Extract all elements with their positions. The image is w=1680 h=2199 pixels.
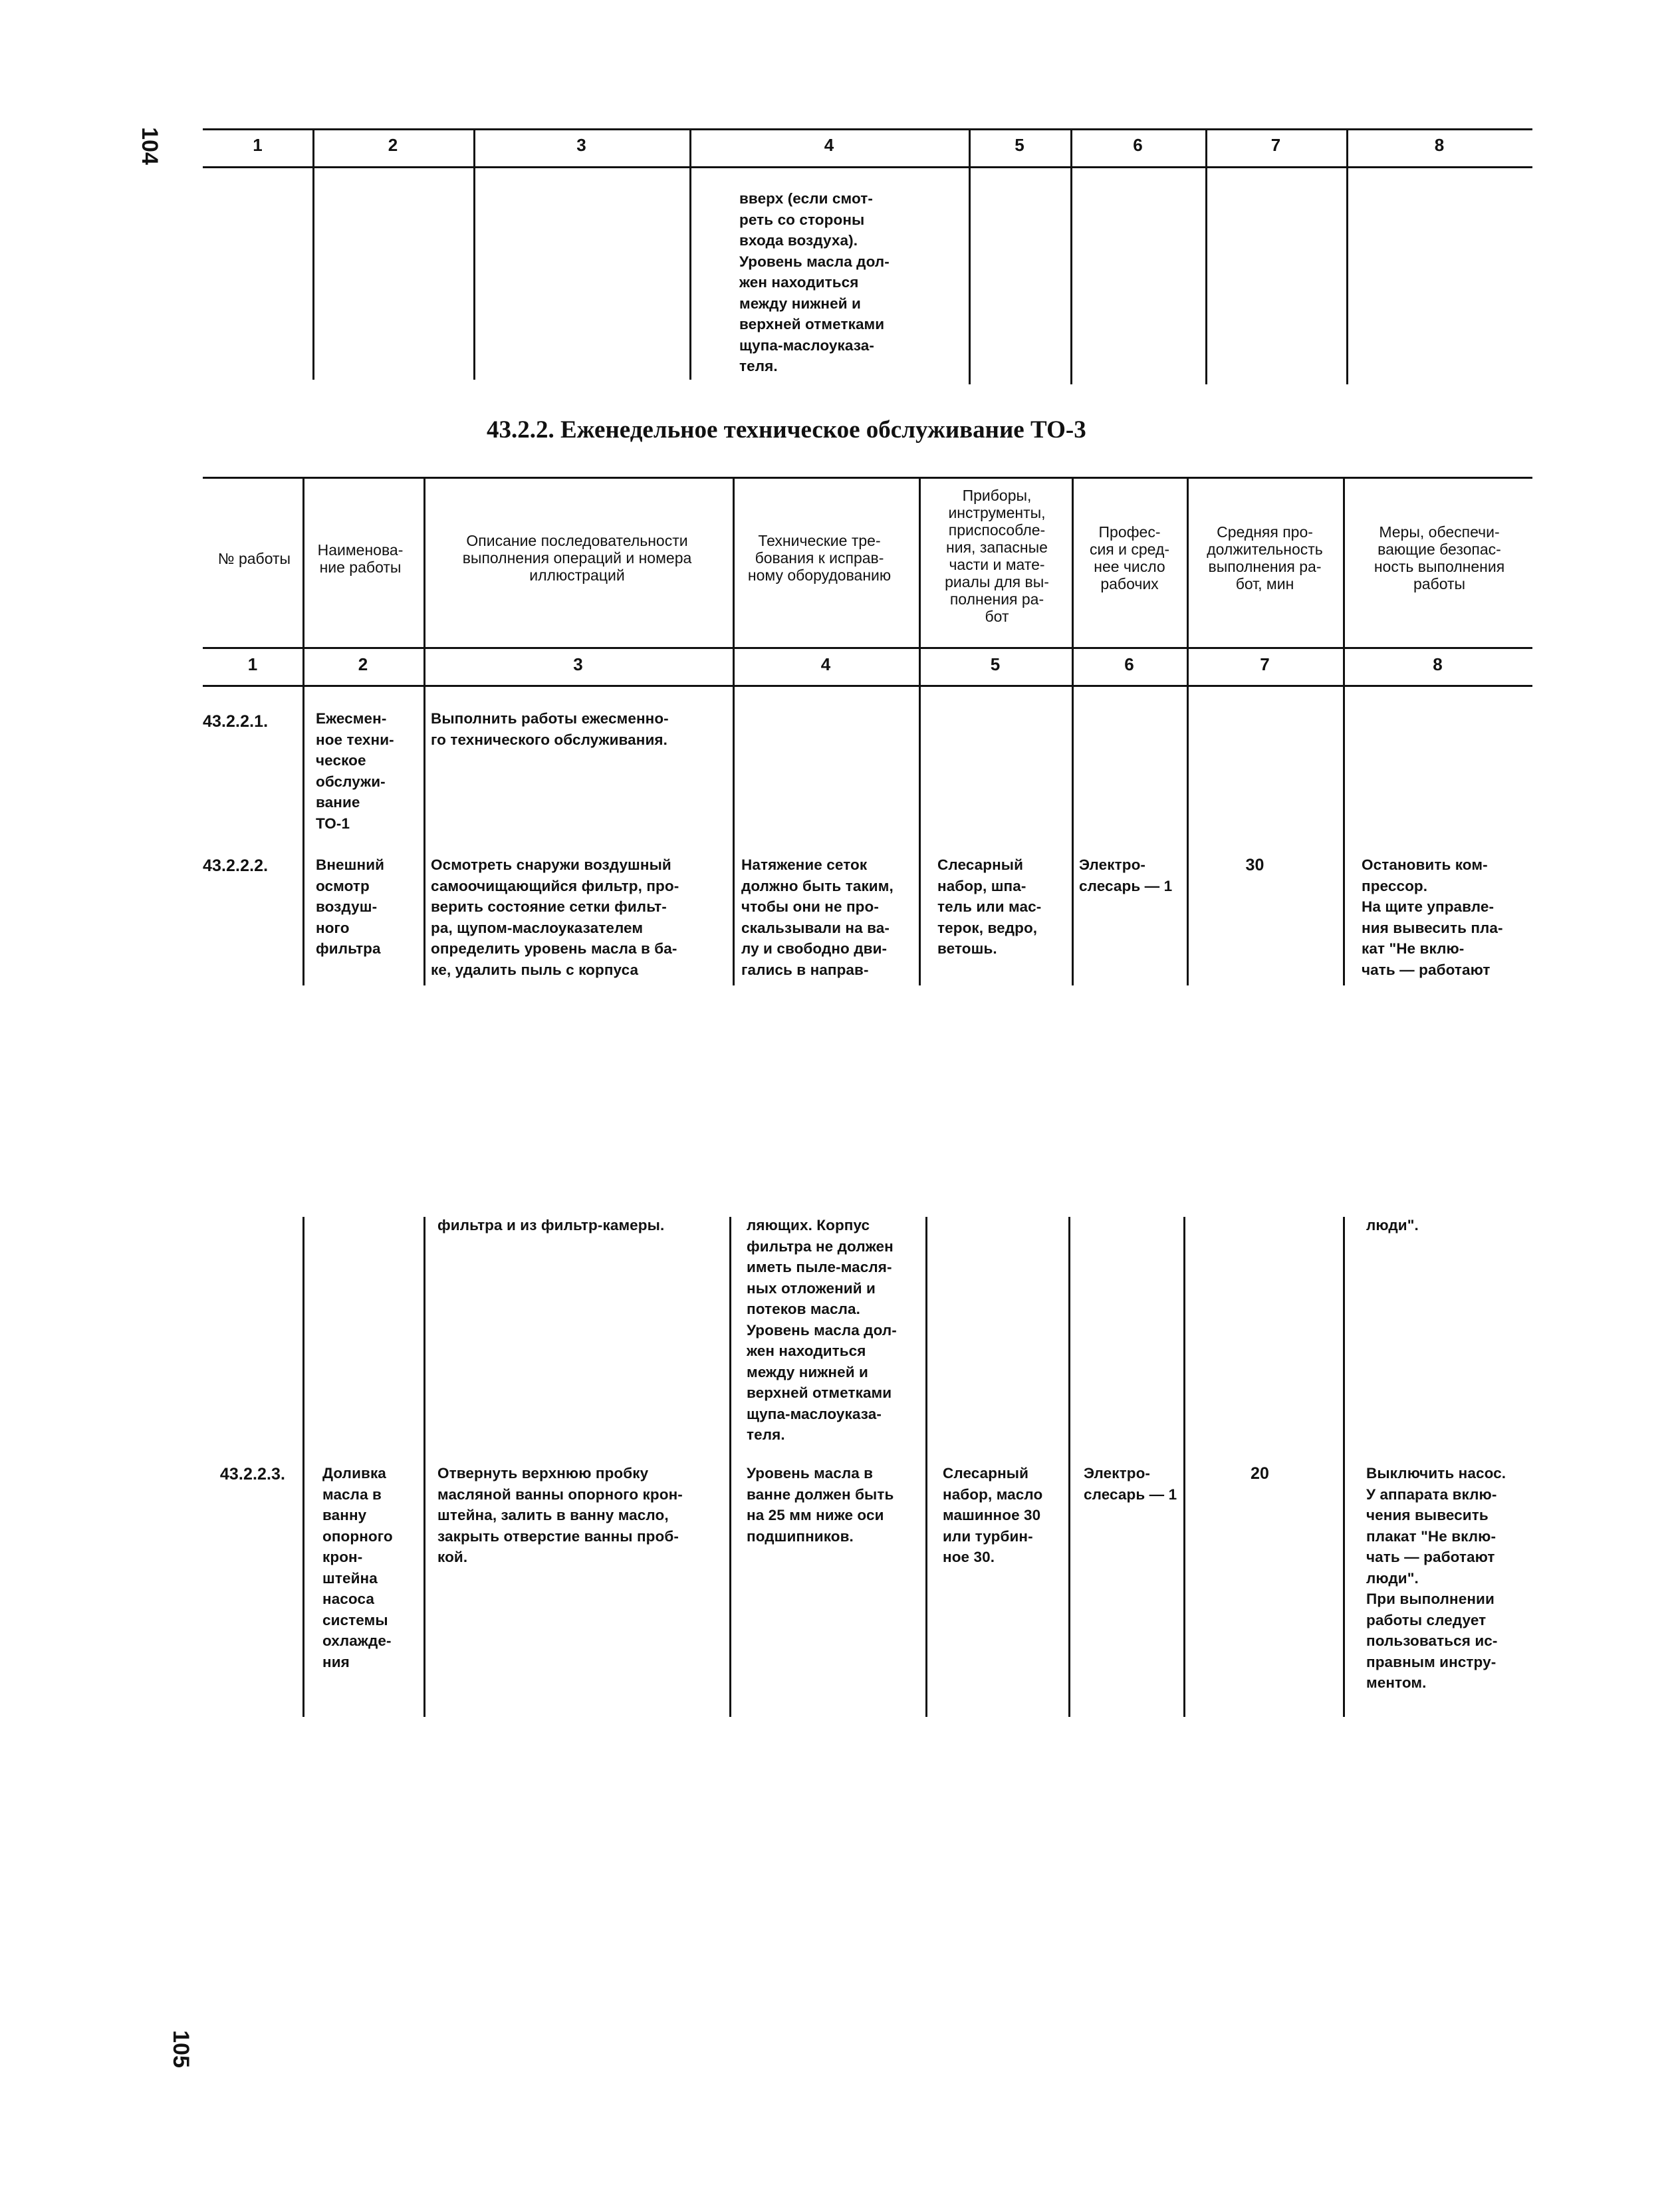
col-rule [1205,128,1207,384]
col-rule [1187,477,1189,985]
col-rule [302,1217,304,1717]
col-number-2: 2 [358,654,368,674]
continuation-safety: люди". [1366,1217,1419,1233]
header-duration: Средняя про- должительность выполнения ра- бот, мин [1207,523,1323,592]
row-number: 43.2.2.2. [203,856,269,875]
row-work-name: Внешний осмотр воздуш- ного фильтра [316,856,385,957]
col-number-7: 7 [1270,135,1281,155]
row-number: 43.2.2.1. [203,712,269,731]
table-top-rule [203,128,1532,130]
col-number-5: 5 [1015,135,1024,155]
col-number-4: 4 [824,135,834,155]
row-safety: Остановить ком- прессор. На щите управле- ния вывесить пла- кат "Не вклю- чать — работают [1362,856,1503,978]
row-number: 43.2.2.3. [219,1465,286,1484]
col-rule [689,128,691,380]
row-duration: 20 [1250,1464,1269,1483]
col-rule [1343,1217,1345,1717]
col-number-5: 5 [990,654,1001,674]
col-number-3: 3 [573,654,583,674]
page-number-bottom: 105 [168,2030,193,2068]
row-description: Осмотреть снаружи воздушный самоочищающийся фильтр, про- верить состояние сетки фильт- ра, щупом-маслоуказателем определить уровень масла в ба- ке, удалить пыль с корпуса [431,856,679,978]
col-rule [312,128,314,380]
row-work-name: Доливка масла в ванну опорного крон- штейна насоса системы охлажде- ния [322,1465,393,1670]
row-requirements: Уровень масла в ванне должен быть на 25 мм ниже оси подшипников. [747,1465,894,1545]
col-rule [1346,128,1348,384]
col-rule [423,477,425,985]
col-rule [733,477,735,985]
header-requirements: Технические тре- бования к исправ- ному оборудованию [747,532,892,584]
header-tools: Приборы, инструменты, приспособле- ния, запасные части и мате- риалы для вы- полнения ра- бот [945,487,1049,625]
col-number-4: 4 [820,654,831,674]
col-rule [1343,477,1345,985]
continuation-requirements: ляющих. Корпус фильтра не должен иметь пыле-масля- ных отложений и потеков масла. Уровень масла дол- жен находиться между нижней и верхней отметками щупа-маслоуказа- теля. [747,1217,897,1443]
table-colnum-rule [203,685,1532,687]
header-work-name: Наименова- ние работы [317,541,404,576]
row-requirements: Натяжение сеток должно быть таким, чтобы они не про- скальзывали на ва- лу и свободно дви- гались в направ- [741,856,894,978]
header-work-number: № работы [217,550,291,567]
row-description: Отвернуть верхнюю пробку масляной ванны опорного крон- штейна, залить в ванну масло, закрыть отверстие ванны проб- кой. [437,1465,683,1565]
col-number-2: 2 [388,135,398,155]
table-top-rule [203,477,1532,479]
section-title: 43.2.2. Еженедельное техническое обслуживание ТО-3 [487,416,1086,444]
continuation-description: фильтра и из фильтр-камеры. [437,1217,665,1233]
header-description: Описание последовательности выполнения операций и номера иллюстраций [462,532,692,584]
header-profession: Профес- сия и сред- нее число рабочих [1089,523,1170,592]
col-number-1: 1 [253,135,263,155]
col-rule [1070,128,1072,384]
row-profession: Электро- слесарь — 1 [1084,1465,1177,1503]
row-tools: Слесарный набор, масло машинное 30 или турбин- ное 30. [943,1465,1043,1565]
col-number-6: 6 [1124,654,1134,674]
col-number-8: 8 [1433,654,1443,674]
col-number-8: 8 [1434,135,1445,155]
header-safety: Меры, обеспечи- вающие безопас- ность выполнения работы [1374,523,1505,592]
continuation-col4-text: вверх (если смот- реть со стороны входа воздуха). Уровень масла дол- жен находиться между нижней и верхней отметками щупа-маслоуказа- теля. [739,190,890,374]
col-number-1: 1 [247,654,258,674]
row-work-name: Ежесмен- ное техни- ческое обслужи- вание ТО-1 [316,710,394,832]
row-description: Выполнить работы ежесменно- го технического обслуживания. [431,710,669,748]
table-header-rule [203,166,1532,168]
col-number-3: 3 [576,135,586,155]
row-duration: 30 [1245,856,1264,874]
col-rule [1072,477,1074,985]
table-header-rule [203,647,1532,649]
col-rule [302,477,304,985]
col-number-7: 7 [1260,654,1270,674]
col-number-6: 6 [1133,135,1143,155]
row-safety: Выключить насос. У аппарата вклю- чения вывесить плакат "Не вклю- чать — работают люди". При выполнении работы следует пользоваться ис- правным инстру- ментом. [1366,1465,1506,1691]
page-number-top: 104 [136,127,162,165]
row-tools: Слесарный набор, шпа- тель или мас- терок, ведро, ветошь. [937,856,1042,957]
row-profession: Электро- слесарь — 1 [1079,856,1173,894]
col-rule [473,128,475,380]
